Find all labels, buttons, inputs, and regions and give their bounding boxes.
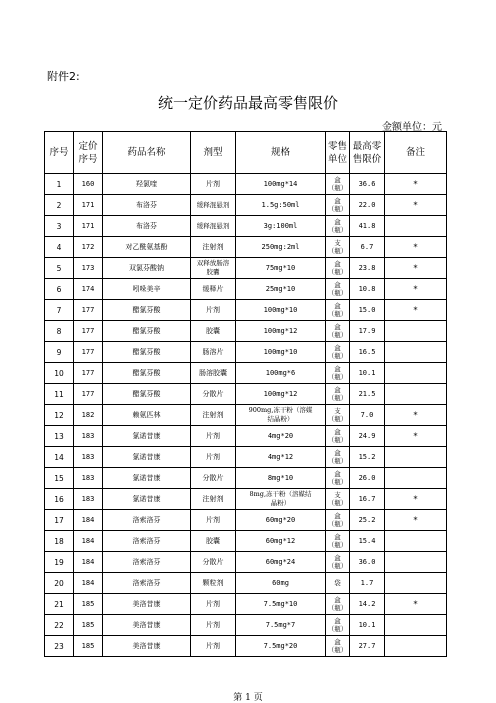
cell-remarks: * [385, 195, 447, 216]
cell-specification: 60mg*20 [236, 510, 326, 531]
cell-max-price: 25.2 [350, 510, 385, 531]
col-header-drug-name: 药品名称 [103, 132, 191, 174]
cell-pricing-index: 171 [74, 216, 103, 237]
cell-dosage-form: 分散片 [191, 552, 236, 573]
cell-dosage-form: 注射剂 [191, 237, 236, 258]
cell-dosage-form: 片剂 [191, 300, 236, 321]
cell-index: 18 [45, 531, 74, 552]
cell-remarks: * [385, 594, 447, 615]
cell-pricing-index: 183 [74, 468, 103, 489]
cell-specification: 250mg:2ml [236, 237, 326, 258]
cell-index: 14 [45, 447, 74, 468]
cell-retail-unit: 盒 （瓶） [326, 279, 350, 300]
cell-retail-unit: 盒 （瓶） [326, 321, 350, 342]
cell-max-price: 6.7 [350, 237, 385, 258]
cell-max-price: 16.5 [350, 342, 385, 363]
cell-specification: 4mg*12 [236, 447, 326, 468]
cell-pricing-index: 173 [74, 258, 103, 279]
cell-dosage-form: 片剂 [191, 426, 236, 447]
cell-max-price: 15.2 [350, 447, 385, 468]
cell-drug-name: 洛索洛芬 [103, 531, 191, 552]
cell-pricing-index: 185 [74, 615, 103, 636]
cell-max-price: 10.8 [350, 279, 385, 300]
cell-index: 23 [45, 636, 74, 657]
table-row [45, 237, 447, 258]
cell-pricing-index: 184 [74, 531, 103, 552]
cell-remarks: * [385, 300, 447, 321]
table-row [45, 216, 447, 237]
cell-dosage-form: 注射剂 [191, 489, 236, 510]
cell-specification: 4mg*20 [236, 426, 326, 447]
page-title: 统一定价药品最高零售限价 [157, 94, 338, 112]
cell-specification: 100mg*6 [236, 363, 326, 384]
cell-index: 12 [45, 405, 74, 426]
cell-remarks: * [385, 237, 447, 258]
col-header-pricing-index: 定价 序号 [74, 132, 103, 174]
table-row [45, 279, 447, 300]
cell-dosage-form: 肠溶胶囊 [191, 363, 236, 384]
cell-max-price: 7.0 [350, 405, 385, 426]
cell-dosage-form: 双释放肠溶 胶囊 [191, 258, 236, 279]
cell-dosage-form: 缓释混悬剂 [191, 216, 236, 237]
cell-drug-name: 氯诺昔康 [103, 468, 191, 489]
cell-max-price: 10.1 [350, 615, 385, 636]
cell-remarks: * [385, 426, 447, 447]
cell-max-price: 36.0 [350, 552, 385, 573]
cell-remarks [385, 573, 447, 594]
cell-retail-unit: 盒 （瓶） [326, 342, 350, 363]
table-row [45, 531, 447, 552]
cell-max-price: 17.9 [350, 321, 385, 342]
cell-retail-unit: 盒 （瓶） [326, 615, 350, 636]
cell-drug-name: 赖氨匹林 [103, 405, 191, 426]
cell-dosage-form: 分散片 [191, 384, 236, 405]
cell-retail-unit: 盒 （瓶） [326, 552, 350, 573]
cell-dosage-form: 片剂 [191, 636, 236, 657]
cell-max-price: 26.0 [350, 468, 385, 489]
cell-remarks: * [385, 510, 447, 531]
table-row [45, 594, 447, 615]
cell-specification: 60mg [236, 573, 326, 594]
cell-dosage-form: 肠溶片 [191, 342, 236, 363]
cell-drug-name: 洛索洛芬 [103, 573, 191, 594]
cell-index: 6 [45, 279, 74, 300]
cell-index: 21 [45, 594, 74, 615]
cell-drug-name: 洛索洛芬 [103, 510, 191, 531]
cell-max-price: 16.7 [350, 489, 385, 510]
cell-specification: 900mg,冻干粉（溶媒 结晶粉） [236, 405, 326, 426]
cell-max-price: 1.7 [350, 573, 385, 594]
cell-max-price: 27.7 [350, 636, 385, 657]
cell-dosage-form: 片剂 [191, 594, 236, 615]
cell-retail-unit: 盒 （瓶） [326, 510, 350, 531]
cell-dosage-form: 片剂 [191, 510, 236, 531]
cell-max-price: 10.1 [350, 363, 385, 384]
cell-index: 22 [45, 615, 74, 636]
cell-remarks: * [385, 489, 447, 510]
cell-retail-unit: 盒 （瓶） [326, 258, 350, 279]
cell-dosage-form: 缓释混悬剂 [191, 195, 236, 216]
cell-drug-name: 醋氯芬酸 [103, 342, 191, 363]
col-header-remarks: 备注 [385, 132, 447, 174]
cell-specification: 100mg*10 [236, 300, 326, 321]
cell-retail-unit: 盒 （瓶） [326, 594, 350, 615]
page-number: 第 1 页 [233, 693, 263, 703]
table-row [45, 258, 447, 279]
table-header-row [45, 132, 447, 174]
cell-remarks [385, 342, 447, 363]
cell-pricing-index: 177 [74, 384, 103, 405]
cell-remarks: * [385, 405, 447, 426]
cell-retail-unit: 盒 （瓶） [326, 447, 350, 468]
cell-drug-name: 醋氯芬酸 [103, 363, 191, 384]
cell-dosage-form: 片剂 [191, 174, 236, 195]
cell-retail-unit: 盒 （瓶） [326, 426, 350, 447]
cell-retail-unit: 盒 （瓶） [326, 216, 350, 237]
table-row [45, 573, 447, 594]
cell-index: 1 [45, 174, 74, 195]
cell-drug-name: 氯诺昔康 [103, 489, 191, 510]
cell-remarks [385, 321, 447, 342]
cell-pricing-index: 185 [74, 594, 103, 615]
col-header-index: 序号 [45, 132, 74, 174]
table-row [45, 447, 447, 468]
cell-dosage-form: 注射剂 [191, 405, 236, 426]
cell-pricing-index: 183 [74, 489, 103, 510]
attachment-label: 附件2: [47, 70, 80, 83]
cell-remarks: * [385, 174, 447, 195]
cell-retail-unit: 盒 （瓶） [326, 363, 350, 384]
table-row [45, 384, 447, 405]
cell-specification: 100mg*12 [236, 384, 326, 405]
cell-pricing-index: 177 [74, 300, 103, 321]
cell-dosage-form: 缓释片 [191, 279, 236, 300]
cell-index: 17 [45, 510, 74, 531]
cell-specification: 8mg*10 [236, 468, 326, 489]
table-row [45, 363, 447, 384]
cell-remarks [385, 468, 447, 489]
cell-index: 3 [45, 216, 74, 237]
cell-remarks [385, 636, 447, 657]
cell-remarks [385, 552, 447, 573]
cell-pricing-index: 184 [74, 552, 103, 573]
col-header-retail-unit: 零售 单位 [326, 132, 350, 174]
cell-remarks [385, 615, 447, 636]
table-row [45, 510, 447, 531]
cell-retail-unit: 盒 （瓶） [326, 468, 350, 489]
cell-index: 20 [45, 573, 74, 594]
cell-retail-unit: 盒 （瓶） [326, 384, 350, 405]
cell-index: 16 [45, 489, 74, 510]
cell-max-price: 23.8 [350, 258, 385, 279]
cell-specification: 100mg*12 [236, 321, 326, 342]
cell-drug-name: 醋氯芬酸 [103, 384, 191, 405]
cell-max-price: 41.8 [350, 216, 385, 237]
cell-index: 9 [45, 342, 74, 363]
table-row [45, 552, 447, 573]
cell-remarks [385, 447, 447, 468]
cell-max-price: 14.2 [350, 594, 385, 615]
cell-dosage-form: 颗粒剂 [191, 573, 236, 594]
drug-price-table [44, 131, 447, 657]
cell-index: 8 [45, 321, 74, 342]
cell-max-price: 36.6 [350, 174, 385, 195]
table-row [45, 342, 447, 363]
cell-drug-name: 氯诺昔康 [103, 426, 191, 447]
cell-retail-unit: 盒 （瓶） [326, 195, 350, 216]
table-row [45, 195, 447, 216]
cell-drug-name: 美洛昔康 [103, 636, 191, 657]
cell-max-price: 21.5 [350, 384, 385, 405]
cell-index: 7 [45, 300, 74, 321]
cell-drug-name: 氯诺昔康 [103, 447, 191, 468]
cell-remarks [385, 531, 447, 552]
cell-specification: 25mg*10 [236, 279, 326, 300]
cell-specification: 7.5mg*7 [236, 615, 326, 636]
cell-retail-unit: 盒 （瓶） [326, 300, 350, 321]
cell-pricing-index: 183 [74, 447, 103, 468]
cell-specification: 3g:100ml [236, 216, 326, 237]
cell-remarks [385, 216, 447, 237]
cell-max-price: 24.9 [350, 426, 385, 447]
table-row [45, 636, 447, 657]
cell-retail-unit: 袋 [326, 573, 350, 594]
cell-drug-name: 美洛昔康 [103, 615, 191, 636]
cell-index: 10 [45, 363, 74, 384]
table-row [45, 174, 447, 195]
cell-pricing-index: 184 [74, 573, 103, 594]
cell-remarks [385, 384, 447, 405]
cell-drug-name: 双氯芬酸钠 [103, 258, 191, 279]
cell-retail-unit: 支 （瓶） [326, 489, 350, 510]
cell-dosage-form: 胶囊 [191, 531, 236, 552]
cell-drug-name: 吲哚美辛 [103, 279, 191, 300]
cell-pricing-index: 171 [74, 195, 103, 216]
table-row [45, 426, 447, 447]
cell-pricing-index: 185 [74, 636, 103, 657]
cell-specification: 8mg,冻干粉（溶媒结 晶粉） [236, 489, 326, 510]
cell-pricing-index: 177 [74, 321, 103, 342]
currency-unit-label: 金额单位：元 [382, 122, 442, 133]
cell-specification: 60mg*12 [236, 531, 326, 552]
col-header-dosage-form: 剂型 [191, 132, 236, 174]
cell-specification: 7.5mg*10 [236, 594, 326, 615]
cell-pricing-index: 177 [74, 363, 103, 384]
cell-drug-name: 羟氯喹 [103, 174, 191, 195]
cell-retail-unit: 支 （瓶） [326, 405, 350, 426]
cell-index: 5 [45, 258, 74, 279]
cell-specification: 60mg*24 [236, 552, 326, 573]
cell-index: 4 [45, 237, 74, 258]
cell-remarks [385, 363, 447, 384]
cell-drug-name: 布洛芬 [103, 216, 191, 237]
cell-drug-name: 洛索洛芬 [103, 552, 191, 573]
cell-drug-name: 布洛芬 [103, 195, 191, 216]
cell-max-price: 15.4 [350, 531, 385, 552]
cell-pricing-index: 183 [74, 426, 103, 447]
cell-retail-unit: 盒 （瓶） [326, 636, 350, 657]
cell-pricing-index: 172 [74, 237, 103, 258]
cell-specification: 100mg*10 [236, 342, 326, 363]
cell-specification: 75mg*10 [236, 258, 326, 279]
table-row [45, 615, 447, 636]
cell-retail-unit: 支 （瓶） [326, 237, 350, 258]
cell-index: 13 [45, 426, 74, 447]
cell-remarks: * [385, 258, 447, 279]
cell-retail-unit: 盒 （瓶） [326, 531, 350, 552]
cell-dosage-form: 分散片 [191, 468, 236, 489]
table-row [45, 300, 447, 321]
cell-pricing-index: 177 [74, 342, 103, 363]
cell-dosage-form: 片剂 [191, 615, 236, 636]
cell-pricing-index: 184 [74, 510, 103, 531]
cell-drug-name: 美洛昔康 [103, 594, 191, 615]
cell-dosage-form: 胶囊 [191, 321, 236, 342]
cell-index: 2 [45, 195, 74, 216]
col-header-specification: 规格 [236, 132, 326, 174]
cell-retail-unit: 盒 （瓶） [326, 174, 350, 195]
table-row [45, 321, 447, 342]
cell-max-price: 15.0 [350, 300, 385, 321]
cell-drug-name: 醋氯芬酸 [103, 321, 191, 342]
cell-index: 11 [45, 384, 74, 405]
cell-pricing-index: 174 [74, 279, 103, 300]
col-header-max-price: 最高零 售限价 [350, 132, 385, 174]
cell-max-price: 22.0 [350, 195, 385, 216]
cell-remarks: * [385, 279, 447, 300]
cell-dosage-form: 片剂 [191, 447, 236, 468]
table-row [45, 405, 447, 426]
cell-drug-name: 对乙酰氨基酚 [103, 237, 191, 258]
table-row [45, 468, 447, 489]
table-row [45, 489, 447, 510]
cell-drug-name: 醋氯芬酸 [103, 300, 191, 321]
cell-index: 15 [45, 468, 74, 489]
cell-pricing-index: 160 [74, 174, 103, 195]
cell-specification: 100mg*14 [236, 174, 326, 195]
cell-specification: 7.5mg*20 [236, 636, 326, 657]
cell-index: 19 [45, 552, 74, 573]
cell-pricing-index: 182 [74, 405, 103, 426]
cell-specification: 1.5g:50ml [236, 195, 326, 216]
